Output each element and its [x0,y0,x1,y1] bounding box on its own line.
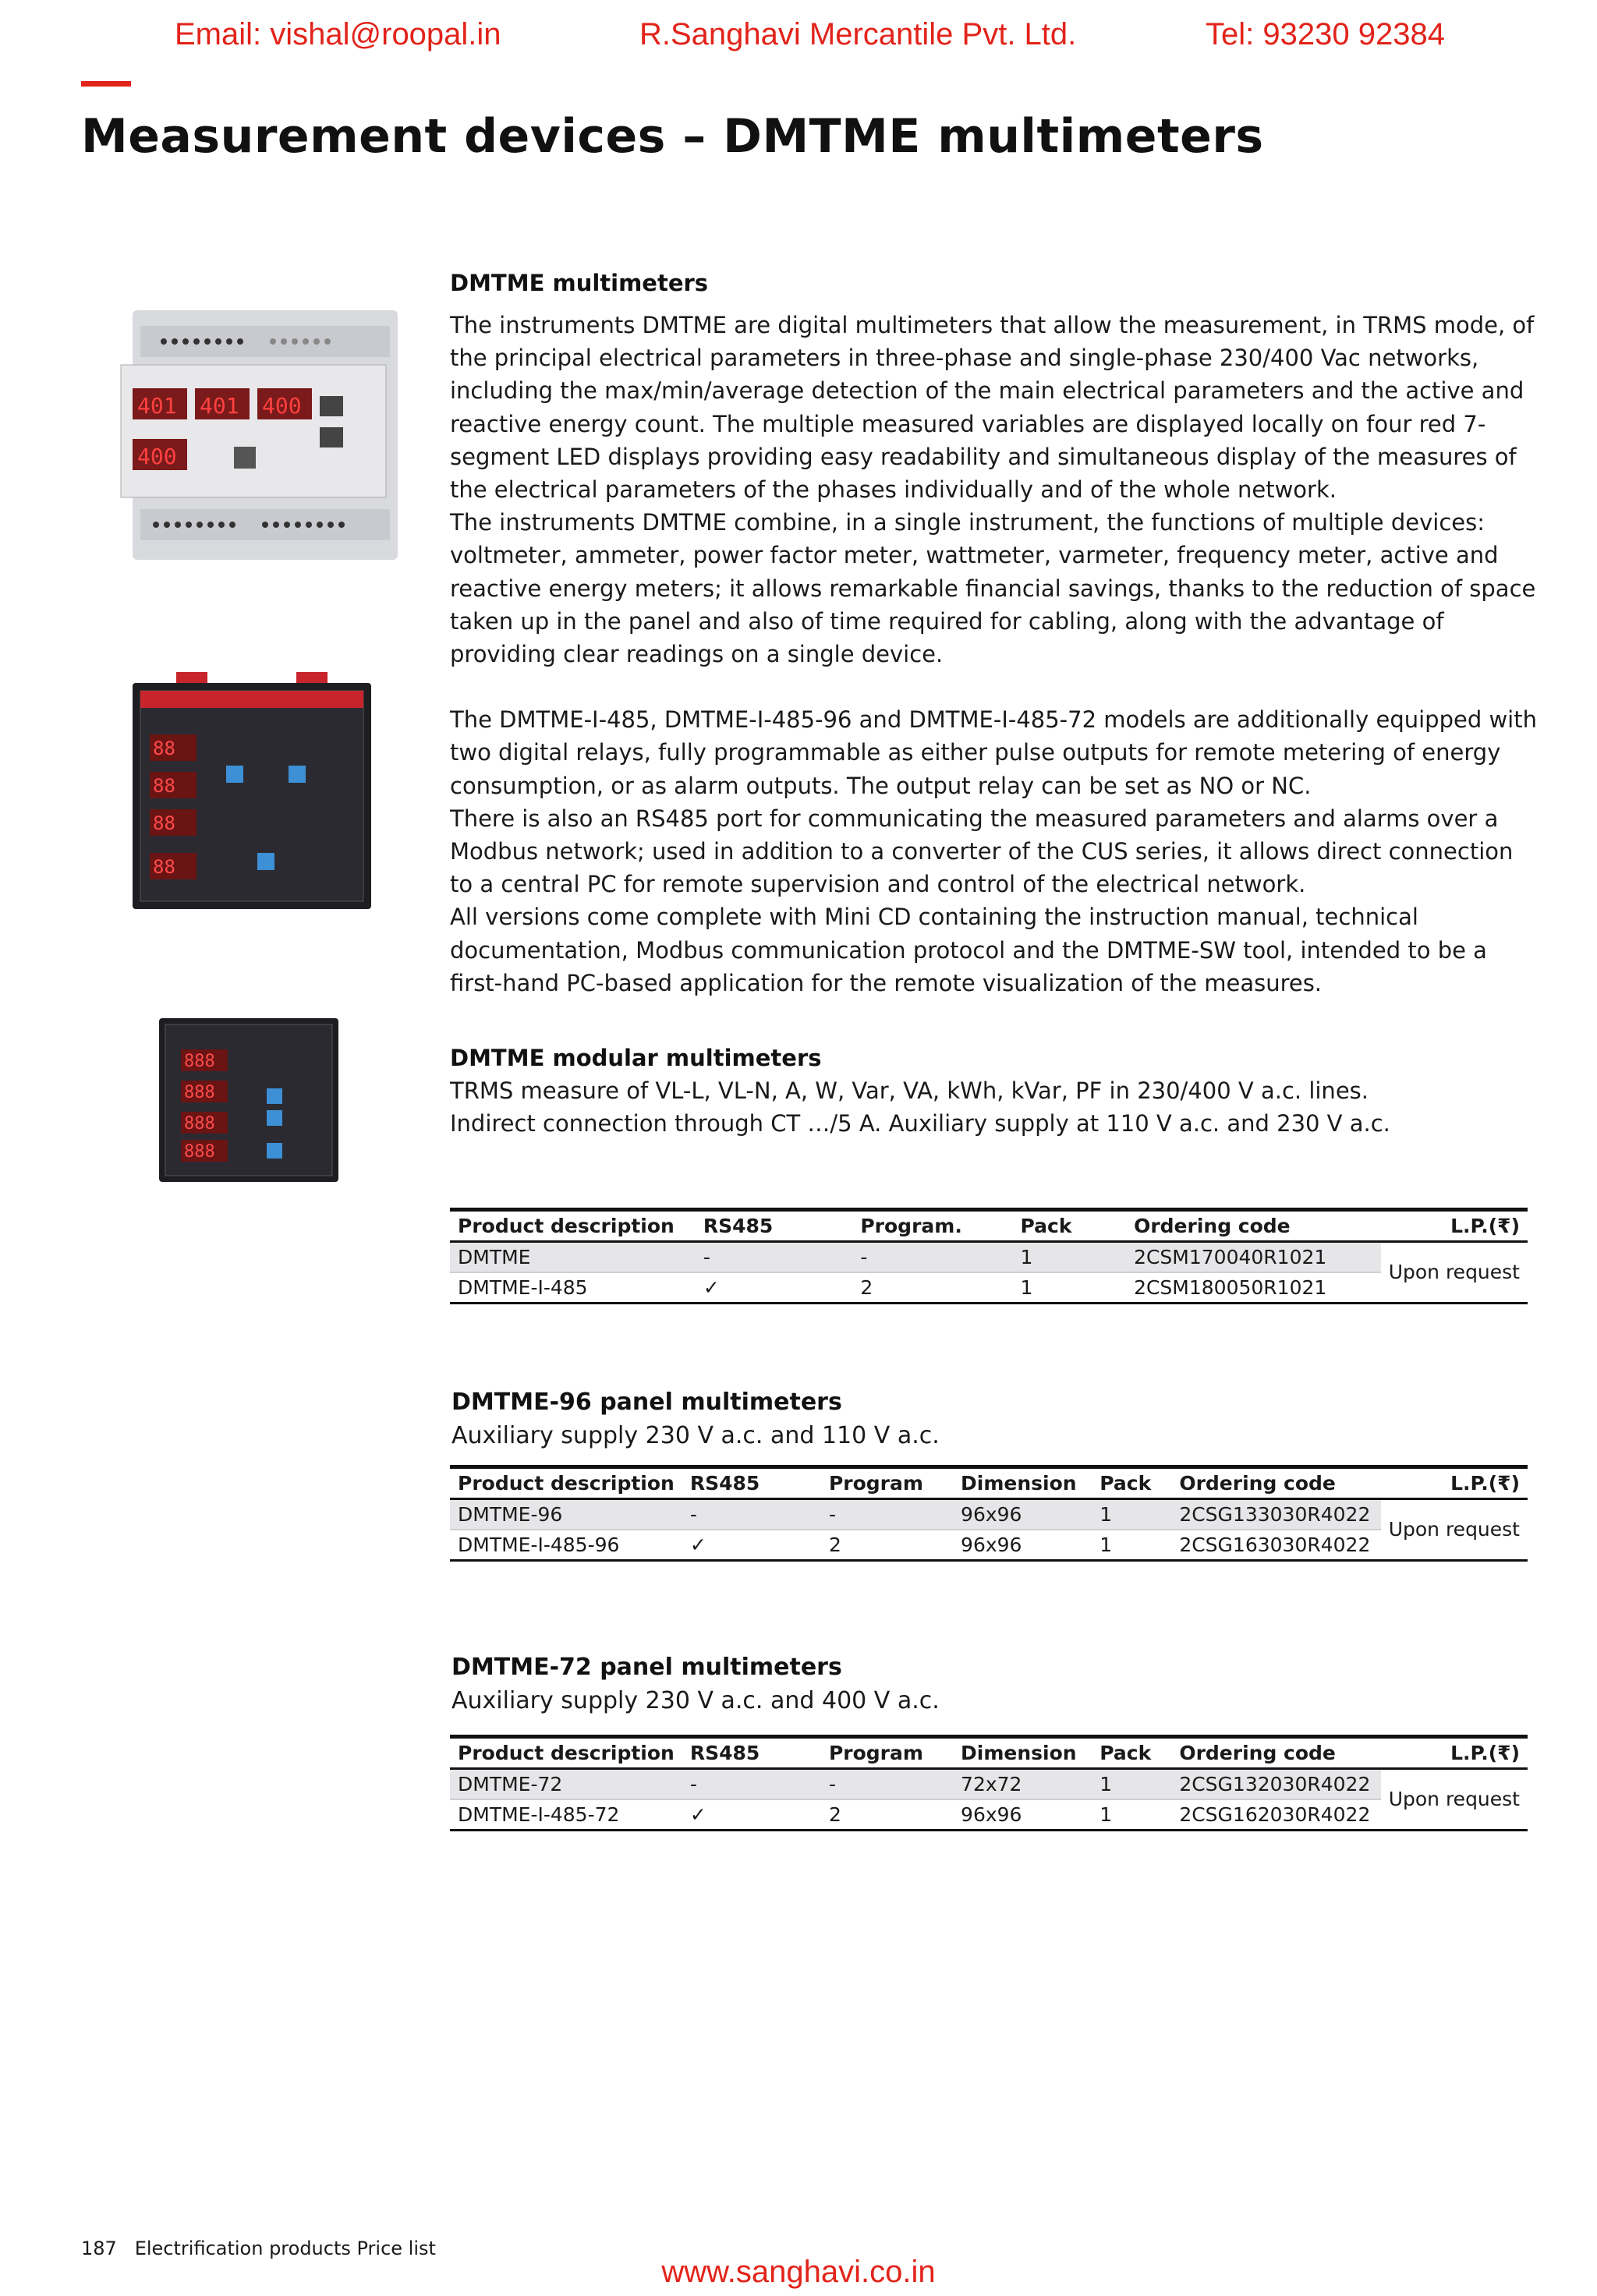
svg-text:88: 88 [153,856,175,878]
cell-ordering-code: 2CSG132030R4022 [1171,1769,1380,1800]
cell-product: DMTME-I-485-96 [458,1534,620,1556]
cell-product: DMTME-I-485 [458,1276,588,1299]
footer-website-link[interactable]: www.sanghavi.co.in [661,2255,936,2289]
col-pack: Pack [1092,1737,1171,1769]
svg-text:401: 401 [137,393,177,419]
col-product-description: Product description [450,1210,696,1242]
cell-dimension: 96x96 [961,1803,1022,1826]
page-number: 187 [81,2238,117,2259]
table-row [450,1499,1528,1530]
table-row [450,1242,1528,1273]
intro-paragraph-3: The DMTME-I-485, DMTME-I-485-96 and DMTME-I-485-72 models are additionally equipped with two digital relays, fully programmable as either pulse outputs for remote metering of energy consumption, or as alarm outputs. The output relay can be set as NO or NC. [450,706,1537,799]
panel96-title: DMTME-96 panel multimeters [451,1389,842,1416]
col-rs485: RS485 [682,1737,821,1769]
table-header-row [450,1737,1528,1769]
col-rs485: RS485 [696,1210,853,1242]
intro-text [450,309,1542,999]
cell-ordering-code: 2CSG163030R4022 [1179,1534,1371,1556]
cell-program: - [821,1499,953,1530]
col-product-description: Product description [450,1467,682,1499]
cell-rs485: - [696,1242,853,1273]
cell-rs485: - [682,1769,821,1800]
col-program: Program. [852,1210,1012,1242]
svg-text:88: 88 [153,812,175,834]
cell-product: DMTME-I-485-72 [458,1803,620,1826]
svg-text:888: 888 [184,1142,215,1162]
cell-pack: 1 [1092,1499,1171,1530]
panel-multimeter-96-image [133,672,371,909]
panel-multimeter-72-image [159,1018,338,1182]
din-rail-multimeter-image [109,310,401,560]
col-dimension: Dimension [953,1737,1092,1769]
col-dimension: Dimension [953,1467,1092,1499]
page-title: Measurement devices – DMTME multimeters [81,109,1264,164]
cell-program: 2 [860,1276,873,1299]
col-program: Program [821,1467,953,1499]
intro-paragraph-2: The instruments DMTME combine, in a single instrument, the functions of multiple devices: voltmeter, ammeter, power factor meter, wattmeter, varmeter, frequency meter, active and reactive energy meters; it allows remarkable financial savings, thanks to the reduction of space taken up in the panel and also of time required for cabling, along with the advantage of providing clear readings on a single device. [450,509,1536,668]
intro-paragraph-5: All versions come complete with Mini CD containing the instruction manual, technical documentation, Modbus communication protocol and the DMTME-SW tool, intended to be a first-hand PC-based application for the remote visualization of the measures. [450,904,1487,996]
svg-text:888: 888 [184,1114,215,1134]
table-row [450,1272,1528,1304]
cell-program: 2 [828,1803,841,1826]
table-row [450,1799,1528,1831]
intro-paragraph-1: The instruments DMTME are digital multimeters that allow the measurement, in TRMS mode, of the principal electrical parameters in three-phase and single-phase 230/400 Vac networks, including the max/min/average detection of the main electrical parameters and the active and reactive energy count. The multiple measured variables are displayed locally on four red 7-segment LED displays providing easy readability and simultaneous display of the measures of the electrical parameters of the phases individually and of the whole network. [450,312,1535,504]
col-list-price: L.P.(₹) [1381,1737,1528,1769]
col-ordering-code: Ordering code [1171,1467,1380,1499]
modular-line-1: TRMS measure of VL-L, VL-N, A, W, Var, VA, kWh, kVar, PF in 230/400 V a.c. lines. [450,1077,1369,1104]
cell-rs485: ✓ [689,1803,706,1826]
col-pack: Pack [1092,1467,1171,1499]
col-pack: Pack [1013,1210,1127,1242]
cell-pack: 1 [1013,1242,1127,1273]
panel72-table [450,1735,1528,1831]
svg-text:88: 88 [153,775,175,797]
header-company: R.Sanghavi Mercantile Pvt. Ltd. [639,17,1077,51]
col-ordering-code: Ordering code [1171,1737,1380,1769]
cell-product: DMTME-72 [450,1769,682,1800]
modular-table [450,1208,1528,1304]
col-ordering-code: Ordering code [1126,1210,1381,1242]
cell-list-price: Upon request [1381,1769,1528,1831]
panel72-title: DMTME-72 panel multimeters [451,1654,842,1681]
panel96-subtitle: Auxiliary supply 230 V a.c. and 110 V a.c. [451,1422,940,1449]
modular-line-2: Indirect connection through CT …/5 A. Auxiliary supply at 110 V a.c. and 230 V a.c. [450,1110,1390,1137]
cell-program: - [821,1769,953,1800]
svg-text:888: 888 [184,1052,215,1071]
svg-text:88: 88 [153,738,175,759]
cell-program: 2 [828,1534,841,1556]
cell-pack: 1 [1099,1534,1113,1556]
cell-rs485: - [682,1499,821,1530]
col-list-price: L.P.(₹) [1381,1467,1528,1499]
cell-dimension: 96x96 [953,1499,1092,1530]
title-accent-bar [81,81,131,87]
cell-ordering-code: 2CSG133030R4022 [1171,1499,1380,1530]
cell-ordering-code: 2CSM180050R1021 [1134,1276,1327,1299]
publication-name: Electrification products Price list [134,2238,436,2259]
col-list-price: L.P.(₹) [1381,1210,1528,1242]
intro-title: DMTME multimeters [450,270,709,296]
header-email[interactable]: Email: vishal@roopal.in [175,17,501,51]
svg-text:888: 888 [184,1083,215,1102]
cell-product: DMTME [450,1242,696,1273]
cell-pack: 1 [1092,1769,1171,1800]
col-product-description: Product description [450,1737,682,1769]
cell-list-price: Upon request [1381,1242,1528,1304]
intro-paragraph-4: There is also an RS485 port for communicating the measured parameters and alarms over a Modbus network; used in addition to a converter of the CUS series, it allows direct connection to a central PC for remote supervision and control of the electrical network. [450,805,1514,898]
cell-rs485: ✓ [703,1276,720,1299]
cell-rs485: ✓ [689,1534,706,1556]
cell-ordering-code: 2CSM170040R1021 [1126,1242,1381,1273]
col-rs485: RS485 [682,1467,821,1499]
cell-dimension: 96x96 [961,1534,1022,1556]
panel96-table [450,1465,1528,1562]
table-header-row [450,1210,1528,1242]
svg-text:401: 401 [200,393,239,419]
cell-dimension: 72x72 [953,1769,1092,1800]
table-header-row [450,1467,1528,1499]
panel72-subtitle: Auxiliary supply 230 V a.c. and 400 V a.c. [451,1687,940,1714]
svg-text:400: 400 [262,393,302,419]
cell-list-price: Upon request [1381,1499,1528,1561]
cell-pack: 1 [1099,1803,1113,1826]
header-phone[interactable]: Tel: 93230 92384 [1206,17,1445,51]
table-row [450,1530,1528,1561]
table-row [450,1769,1528,1800]
svg-text:400: 400 [137,444,177,469]
cell-ordering-code: 2CSG162030R4022 [1179,1803,1371,1826]
cell-product: DMTME-96 [450,1499,682,1530]
cell-pack: 1 [1020,1276,1033,1299]
modular-title: DMTME modular multimeters [450,1045,822,1071]
cell-program: - [852,1242,1012,1273]
col-program: Program [821,1737,953,1769]
